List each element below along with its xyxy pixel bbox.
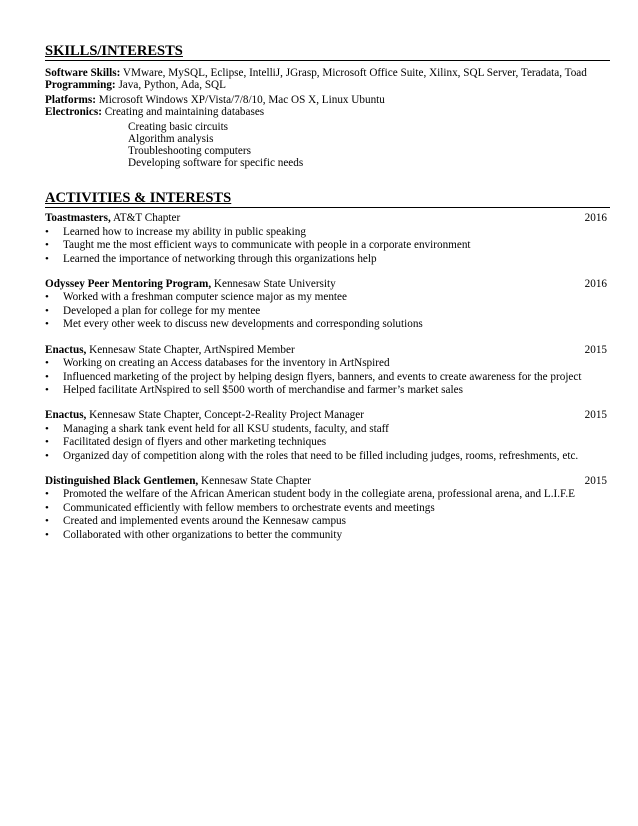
bullet-item: • Learned the importance of networking through this organizations help [45,253,610,266]
entry-year: 2015 [584,409,607,422]
entry-detail: Kennesaw State University [211,278,336,291]
entry-org: Distinguished Black Gentlemen, [45,474,199,487]
platforms-row [45,94,610,106]
bullet-item: • Communicated efficiently with fellow members to orchestrate events and meetings [45,502,610,515]
entry-org: Enactus, [45,343,87,356]
electronics-value: Creating and maintaining databases [101,106,265,119]
electronics-row [45,106,610,118]
electronics-item: Troubleshooting computers [128,145,251,158]
electronics-list [128,121,610,170]
programming-label: Programming: [45,79,116,92]
activities-heading: ACTIVITIES & INTERESTS [45,190,610,208]
entry-header [45,344,610,357]
activity-entry-enactus-artnspired [45,344,610,398]
skills-section [45,67,610,169]
activity-entry-toastmasters [45,212,610,266]
entry-detail: Kennesaw State Chapter [198,474,312,487]
electronics-label: Electronics: [45,106,102,119]
bullet-item: • Helped facilitate ArtNspired to sell $500 worth of merchandise and farmer’s market sales [45,384,610,397]
electronics-item: Creating basic circuits [128,120,229,133]
software-skills-row [45,67,610,79]
entry-bullets [45,226,610,266]
entry-detail: AT&T Chapter [110,212,181,225]
platforms-value: Microsoft Windows XP/Vista/7/8/10, Mac OS X, Linux Ubuntu [95,93,385,106]
bullet-item: • Developed a plan for college for my mentee [45,305,610,318]
bullet-item: • Taught me the most efficient ways to communicate with people in a corporate environment [45,239,610,252]
bullet-item: • Learned how to increase my ability in public speaking [45,226,610,239]
entry-header [45,278,610,291]
entry-detail: Kennesaw State Chapter, Concept-2-Reality Project Manager [86,409,364,422]
entry-year: 2015 [584,343,607,356]
bullet-item: • Promoted the welfare of the African American student body in the collegiate arena, professional arena, and L.I.F.E [45,488,610,501]
entry-header [45,409,610,422]
activity-entry-dbg [45,475,610,542]
bullet-item: • Collaborated with other organizations to better the community [45,529,610,542]
entry-org: Toastmasters, [45,212,111,225]
platforms-label: Platforms: [45,93,96,106]
resume-page [45,43,610,542]
software-skills-label: Software Skills: [45,67,121,79]
entry-bullets [45,488,610,542]
software-skills-value: VMware, MySQL, Eclipse, IntelliJ, JGrasp, Microsoft Office Suite, Xilinx, SQL Server, Teradata, Toad [120,67,587,79]
bullet-item: • Managing a shark tank event held for all KSU students, faculty, and staff [45,423,610,436]
entry-bullets [45,291,610,331]
bullet-item: • Worked with a freshman computer science major as my mentee [45,291,610,304]
bullet-item: • Influenced marketing of the project by helping design flyers, banners, and events to create awareness for the project [45,371,610,384]
bullet-item: • Working on creating an Access databases for the inventory in ArtNspired [45,357,610,370]
bullet-item: • Met every other week to discuss new developments and corresponding solutions [45,318,610,331]
programming-value: Java, Python, Ada, SQL [115,79,226,92]
bullet-item: • Created and implemented events around the Kennesaw campus [45,515,610,528]
activity-entry-enactus-concept [45,409,610,463]
activity-entry-odyssey [45,278,610,332]
entry-header [45,212,610,225]
entry-bullets [45,357,610,397]
entry-year: 2015 [584,474,607,487]
entry-bullets [45,423,610,463]
bullet-item: • Facilitated design of flyers and other marketing techniques [45,436,610,449]
entry-year: 2016 [584,212,607,225]
entry-org: Enactus, [45,409,87,422]
electronics-item: Developing software for specific needs [128,157,304,170]
entry-header [45,475,610,488]
electronics-item: Algorithm analysis [128,132,214,145]
entry-org: Odyssey Peer Mentoring Program, [45,278,212,291]
skills-heading: SKILLS/INTERESTS [45,43,610,61]
programming-row [45,79,610,91]
entry-detail: Kennesaw State Chapter, ArtNspired Member [86,343,295,356]
bullet-item: • Organized day of competition along with the roles that need to be filled including judges, rooms, refreshments, etc. [45,450,610,463]
entry-year: 2016 [584,278,607,291]
